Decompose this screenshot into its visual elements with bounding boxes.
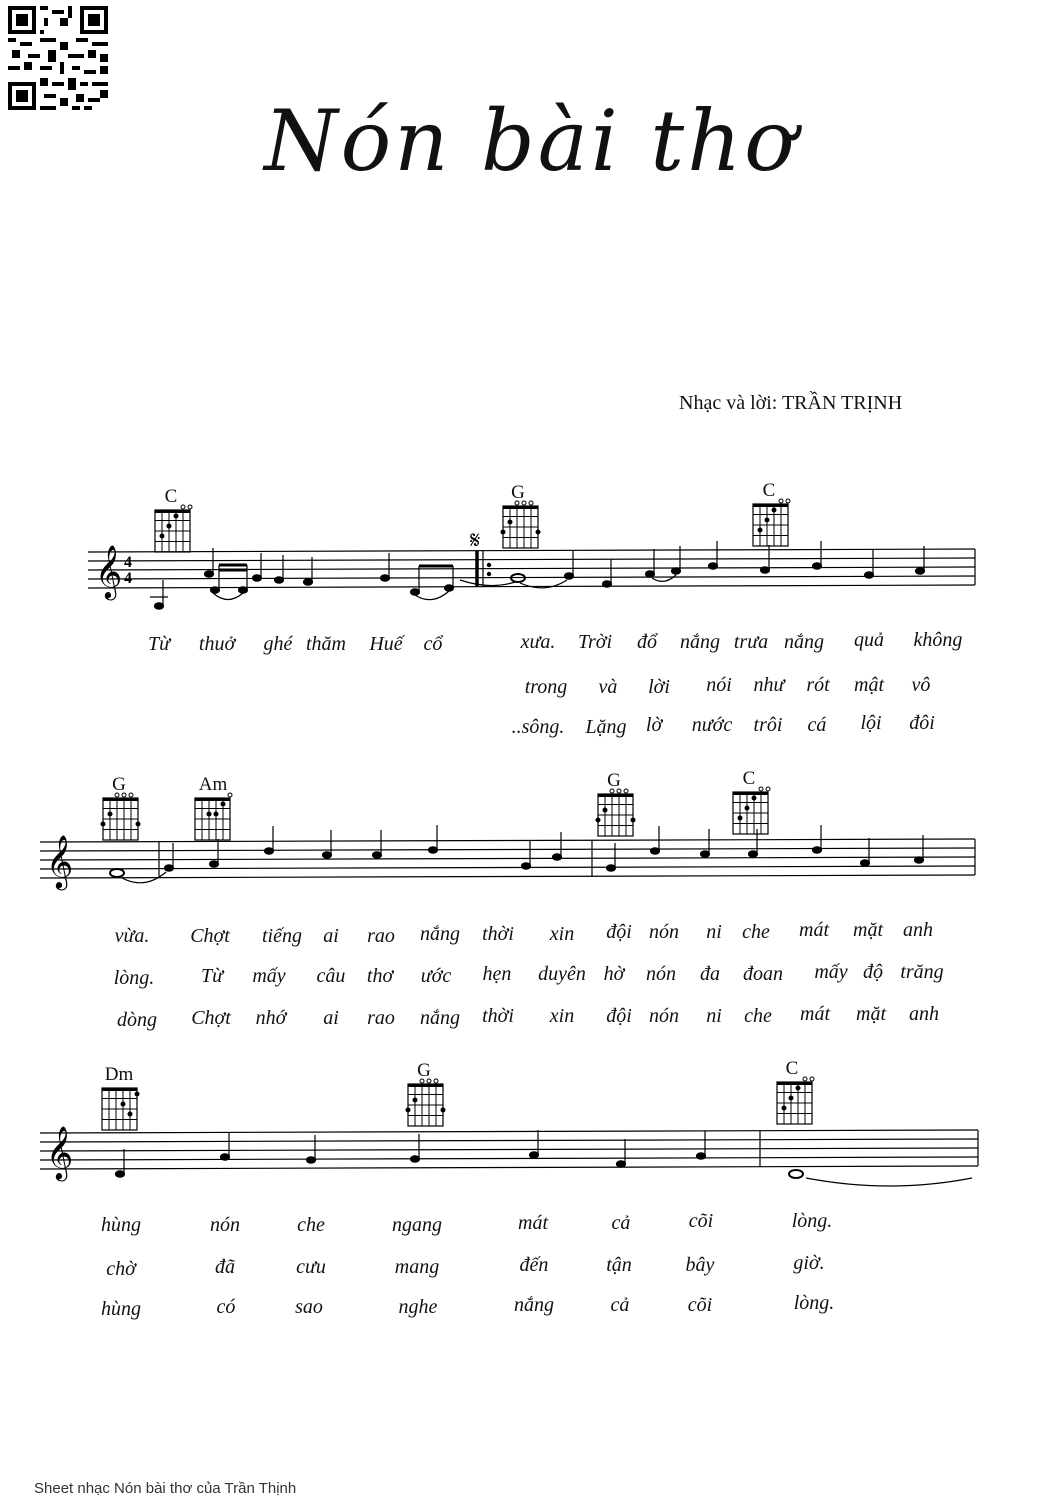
- segno-icon: 𝄋: [470, 526, 481, 554]
- chord-label: G: [112, 774, 126, 795]
- lyric-word: trưa: [733, 631, 769, 653]
- lyric-word: bây: [685, 1254, 715, 1276]
- lyric-word: nói: [706, 674, 732, 696]
- lyric-word: quả: [854, 629, 884, 651]
- chord-label: C: [762, 480, 776, 501]
- lyric-word: hờ: [603, 963, 625, 985]
- lyric-word: duyên: [538, 963, 586, 985]
- song-title: Nón bài thơ: [264, 92, 798, 190]
- lyric-word: không: [913, 629, 963, 651]
- lyric-word: nắng: [680, 631, 720, 653]
- lyric-word: đã: [215, 1256, 235, 1278]
- lyric-word: rót: [806, 674, 830, 696]
- chord-label: Dm: [104, 1064, 134, 1085]
- chord-label: C: [742, 768, 756, 789]
- lyric-word: thời: [482, 1005, 514, 1027]
- lyric-word: nghe: [398, 1296, 438, 1318]
- lyric-word: trôi: [753, 714, 783, 736]
- lyric-word: đến: [519, 1254, 549, 1276]
- lyric-word: Chợt: [191, 1007, 231, 1029]
- lyric-word: ngang: [392, 1214, 442, 1236]
- staff-2: [40, 839, 975, 878]
- lyric-word: nắng: [514, 1294, 554, 1316]
- lyric-word: ni: [706, 1005, 722, 1027]
- lyric-word: cá: [807, 714, 827, 736]
- lyric-word: anh: [909, 1003, 939, 1025]
- chord-diagram-am: [195, 793, 232, 840]
- chord-label: G: [417, 1060, 431, 1081]
- lyric-word: tận: [606, 1254, 632, 1276]
- lyric-word: cổ: [423, 633, 443, 655]
- lyric-word: lòng.: [793, 1292, 835, 1314]
- lyric-word: nước: [691, 714, 733, 736]
- lyric-word: Từ: [147, 633, 171, 655]
- treble-clef-icon: 𝄞: [46, 1125, 74, 1179]
- lyric-word: mặt: [856, 1003, 886, 1025]
- lyric-word: ni: [706, 921, 722, 943]
- lyric-word: cả: [611, 1212, 631, 1234]
- lyric-word: xin: [549, 923, 575, 945]
- lyric-word: che: [744, 1005, 772, 1027]
- lyric-word: đội: [606, 1005, 632, 1027]
- lyric-word: nón: [646, 963, 676, 985]
- lyric-word: thơ: [366, 965, 394, 987]
- staff-3: [40, 1130, 978, 1169]
- chord-diagram-c: [753, 499, 790, 546]
- lyric-word: cưu: [296, 1256, 326, 1278]
- chord-label: C: [164, 486, 178, 507]
- lyric-word: Lặng: [585, 716, 627, 738]
- lyric-word: dòng: [117, 1009, 157, 1031]
- lyric-word: ..sông.: [511, 716, 565, 738]
- lyric-word: nón: [210, 1214, 240, 1236]
- lyric-word: hùng: [101, 1298, 141, 1320]
- chord-diagram-c: [733, 787, 770, 834]
- lyric-word: giờ.: [793, 1252, 825, 1274]
- lyric-word: nhớ: [255, 1007, 287, 1029]
- lyric-word: và: [598, 676, 618, 698]
- lyric-word: ghé: [263, 633, 293, 655]
- lyric-word: sao: [295, 1296, 323, 1318]
- lyric-word: đổ: [637, 631, 657, 653]
- lyric-word: nắng: [420, 1007, 460, 1029]
- chord-label: G: [607, 770, 621, 791]
- lyric-word: nắng: [420, 923, 460, 945]
- lyric-word: Huế: [369, 633, 403, 655]
- chord-label: Am: [198, 774, 228, 795]
- lyric-word: câu: [316, 965, 346, 987]
- lyric-word: tiếng: [262, 925, 302, 947]
- lyric-word: mang: [394, 1256, 440, 1278]
- lyric-word: xin: [549, 1005, 575, 1027]
- lyric-word: xưa.: [520, 631, 556, 653]
- lyric-word: mặt: [853, 919, 883, 941]
- lyric-word: ai: [323, 1007, 339, 1029]
- lyric-word: mát: [518, 1212, 548, 1234]
- lyric-word: đoan: [743, 963, 783, 985]
- chord-diagram-g: [101, 793, 141, 840]
- chord-diagram-c: [777, 1077, 814, 1124]
- treble-clef-icon: 𝄞: [95, 544, 123, 598]
- lyric-word: thuở: [198, 633, 236, 655]
- lyric-word: che: [742, 921, 770, 943]
- lyric-word: cõi: [688, 1210, 714, 1232]
- lyric-word: Trời: [577, 631, 613, 653]
- lyric-word: mật: [854, 674, 884, 696]
- lyric-word: chờ: [106, 1258, 136, 1280]
- chord-diagram-g: [406, 1079, 446, 1126]
- lyric-word: ước: [420, 965, 452, 987]
- svg-text:4: 4: [124, 570, 132, 587]
- treble-clef-icon: 𝄞: [46, 834, 74, 888]
- svg-text:4: 4: [124, 554, 132, 571]
- lyric-word: đôi: [909, 712, 935, 734]
- lyric-word: đội: [606, 921, 632, 943]
- lyric-word: lòng.: [113, 967, 155, 989]
- lyric-word: trong: [524, 676, 568, 698]
- chord-diagram-g: [501, 501, 541, 548]
- lyric-word: lời: [648, 676, 670, 698]
- lyric-word: mát: [800, 1003, 830, 1025]
- lyric-word: ai: [323, 925, 339, 947]
- lyric-word: hẹn: [482, 963, 512, 985]
- lyric-word: cả: [610, 1294, 630, 1316]
- lyric-word: vừa.: [114, 925, 150, 947]
- lyric-word: mấy: [814, 961, 848, 983]
- lyric-word: thời: [482, 923, 514, 945]
- author-credit: Nhạc và lời: TRẦN TRỊNH: [679, 392, 903, 414]
- lyric-word: nắng: [784, 631, 824, 653]
- lyric-word: vô: [911, 674, 931, 696]
- chord-label: C: [785, 1058, 799, 1079]
- lyric-word: như: [753, 674, 785, 696]
- chord-diagram-g: [596, 789, 636, 836]
- lyric-word: Chợt: [190, 925, 230, 947]
- lyric-word: lòng.: [791, 1210, 833, 1232]
- lyric-word: mát: [799, 919, 829, 941]
- lyric-word: mấy: [252, 965, 286, 987]
- lyric-word: trăng: [900, 961, 944, 983]
- lyric-word: đa: [700, 963, 720, 985]
- lyric-word: rao: [367, 1007, 395, 1029]
- lyric-word: thăm: [306, 633, 346, 655]
- lyric-word: rao: [367, 925, 395, 947]
- lyric-word: hùng: [101, 1214, 141, 1236]
- lyric-word: nón: [649, 921, 679, 943]
- lyric-word: cõi: [687, 1294, 713, 1316]
- lyric-word: có: [216, 1296, 236, 1318]
- lyric-word: độ: [863, 961, 883, 983]
- lyric-word: lội: [860, 712, 882, 734]
- page-footer-caption: Sheet nhạc Nón bài thơ của Trần Thịnh: [34, 1480, 297, 1497]
- lyric-word: Từ: [200, 965, 224, 987]
- chord-label: G: [511, 482, 525, 503]
- chord-diagram-dm: [102, 1088, 140, 1130]
- lyric-word: che: [297, 1214, 325, 1236]
- chord-diagram-c: [155, 505, 192, 552]
- lyric-word: lờ: [645, 714, 663, 736]
- lyric-word: anh: [903, 919, 933, 941]
- lyric-word: nón: [649, 1005, 679, 1027]
